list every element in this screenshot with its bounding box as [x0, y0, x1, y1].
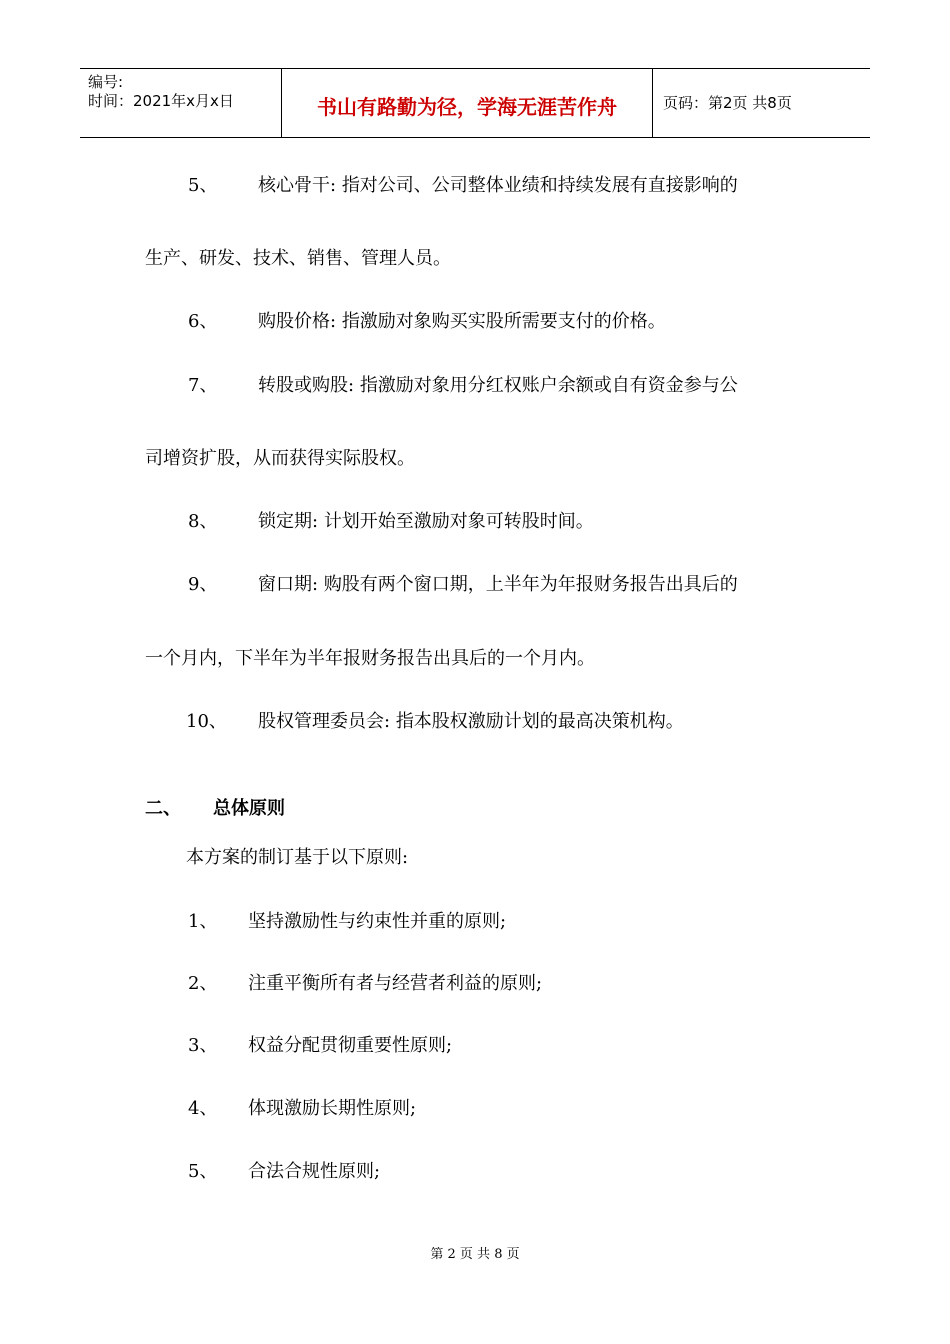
principle-text: 注重平衡所有者与经营者利益的原则; — [248, 973, 543, 994]
definition-line — [258, 573, 738, 597]
definition-line — [258, 174, 738, 198]
definition-text-continued: 司增资扩股，从而获得实际股权。 — [145, 448, 415, 469]
definition-text: 指本股权激励计划的最高决策机构。 — [395, 711, 684, 732]
definition-number: 9、 — [188, 574, 218, 595]
definition-line — [258, 310, 666, 334]
principle-text: 坚持激励性与约束性并重的原则; — [248, 911, 507, 932]
definition-number: 6、 — [188, 311, 218, 332]
principle-number: 4、 — [188, 1098, 218, 1119]
definition-number: 10、 — [186, 711, 227, 732]
definition-number: 8、 — [188, 511, 218, 532]
section-intro-text: 本方案的制订基于以下原则: — [186, 847, 409, 868]
principle-number: 3、 — [188, 1035, 218, 1056]
page-header — [80, 68, 870, 138]
definition-line — [258, 374, 738, 398]
principle-text: 权益分配贯彻重要性原则; — [248, 1035, 453, 1056]
definition-number: 7、 — [188, 375, 218, 396]
definition-text-continued: 生产、研发、技术、销售、管理人员。 — [145, 248, 451, 269]
principle-text: 体现激励长期性原则; — [248, 1098, 417, 1119]
definition-text: 指激励对象用分红权账户余额或自有资金参与公 — [359, 375, 738, 396]
document-number-label: 编号: — [88, 73, 124, 91]
header-motto: 书山有路勤为径，学海无涯苦作舟 — [317, 95, 617, 119]
header-motto-cell — [282, 69, 653, 137]
definition-number: 5、 — [188, 175, 218, 196]
definition-term: 转股或购股: — [258, 375, 355, 396]
section-title: 总体原则 — [213, 798, 285, 819]
definition-term: 购股价格: — [258, 311, 337, 332]
definition-text: 购股有两个窗口期，上半年为年报财务报告出具后的 — [323, 574, 738, 595]
definition-text: 指激励对象购买实股所需要支付的价格。 — [341, 311, 666, 332]
definition-term: 股权管理委员会: — [258, 711, 391, 732]
definition-term: 核心骨干: — [258, 175, 337, 196]
header-page-label: 页码：第2页 共8页 — [663, 94, 792, 112]
header-info-cell — [80, 69, 282, 137]
definition-term: 窗口期: — [258, 574, 319, 595]
definition-term: 锁定期: — [258, 511, 319, 532]
principle-number: 5、 — [188, 1161, 218, 1182]
definition-line — [258, 710, 684, 734]
definition-text: 指对公司、公司整体业绩和持续发展有直接影响的 — [341, 175, 738, 196]
principle-number: 1、 — [188, 911, 218, 932]
definition-text: 计划开始至激励对象可转股时间。 — [323, 511, 594, 532]
header-page-cell — [653, 69, 870, 137]
document-time-label: 时间：2021年x月x日 — [88, 92, 234, 110]
section-number: 二、 — [145, 798, 181, 819]
principle-text: 合法合规性原则; — [248, 1161, 381, 1182]
principle-number: 2、 — [188, 973, 218, 994]
definition-text-continued: 一个月内，下半年为半年报财务报告出具后的一个月内。 — [145, 648, 595, 669]
definition-line — [258, 510, 594, 534]
page-footer: 第 2 页 共 8 页 — [430, 1247, 520, 1262]
